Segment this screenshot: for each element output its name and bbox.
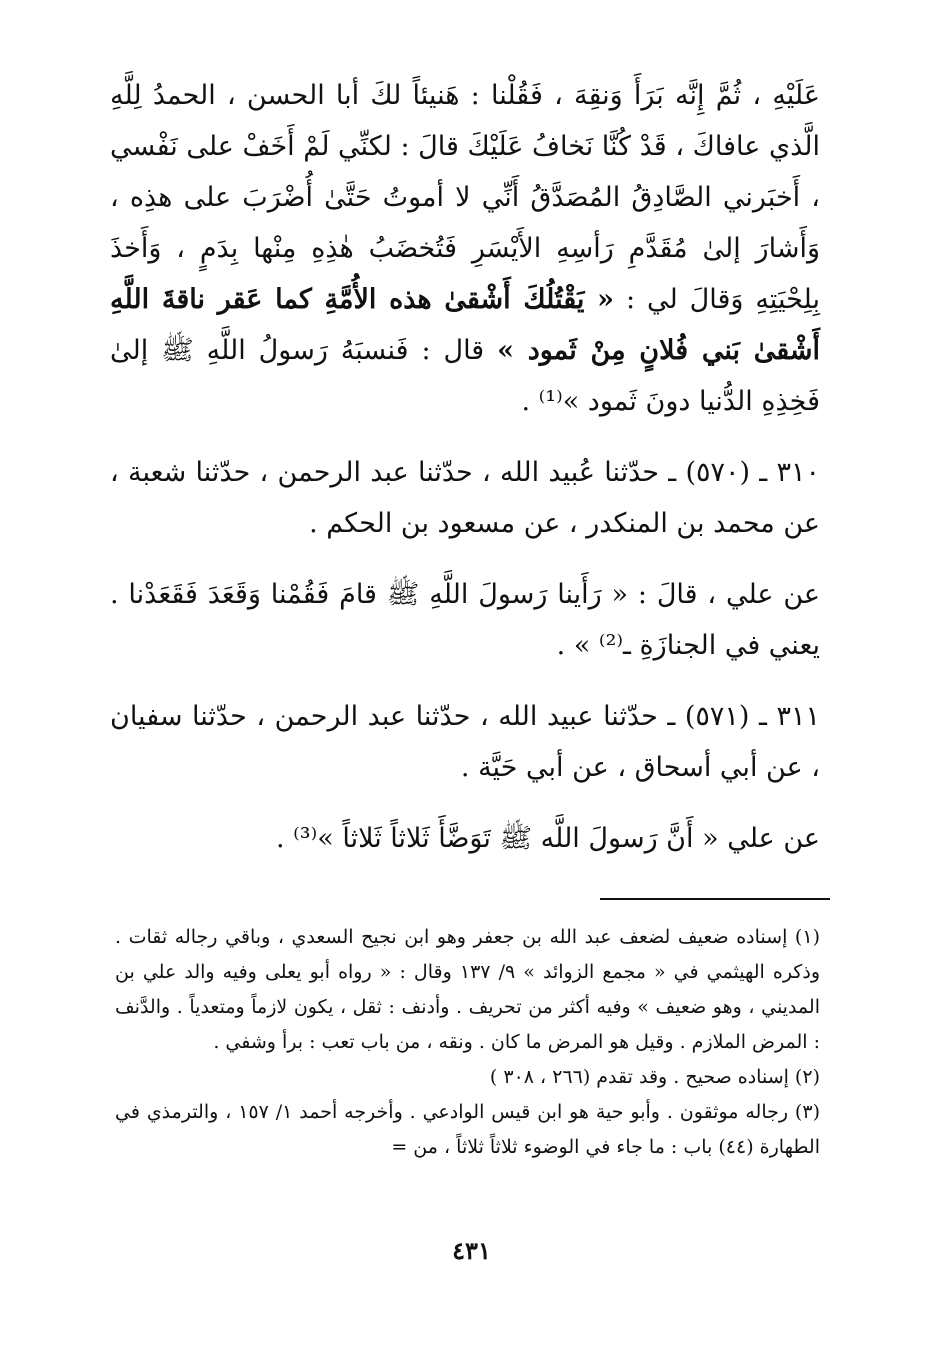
spacer — [110, 671, 820, 691]
spacer — [110, 427, 820, 447]
paragraph-1-text: عَلَيْهِ ، ثُمَّ إِنَّه بَرَأَ وَنقِهَ ، فَقُلْنا : هَنيئاً لكَ أبا الحسن ، الحمدُ لِلَّهِ الَّذي عافاكَ ، قَدْ كُنَّا نَخافُ عَلَيْكَ قالَ : لكنِّي لَمْ أَخَفْ على نَفْسي ، أَخبَرني الصَّادِقُ المُصَدَّقُ أَنِّي لا أموتُ حَتَّىٰ أُضْرَبَ على هذِه ، وَأَشارَ إلىٰ مُقَدَّمِ رَأسِهِ الأَيْسَرِ فَتُخضَبُ هٰذِهِ مِنْها بِدَمٍ ، وَأَخذَ بِلِحْيَتِهِ وَقالَ لي : — [110, 80, 820, 315]
footnotes — [115, 920, 820, 1165]
footnote-3: (٣) رجاله موثقون . وأبو حية هو ابن قيس الوادعي . وأخرجه أحمد ١/ ١٥٧ ، والترمذي في الطهارة (٤٤) باب : ما جاء في الوضوء ثلاثاً ثلاثاً ، من = — [115, 1101, 820, 1158]
hadith-310-matn: عن علي ، قالَ : « رَأَينا رَسولَ اللَّهِ ﷺ قامَ فَقُمْنا وَقَعَدَ فَقَعَدْنا . يعني في الجنازَةِ ـ⁽²⁾ » . — [110, 579, 820, 661]
page-number: ٤٣١ — [452, 1236, 491, 1265]
footnote-2: (٢) إسناده صحيح . وقد تقدم (٢٦٦ ، ٣٠٨ ) — [489, 1066, 820, 1088]
spacer — [110, 549, 820, 569]
footnote-1: (١) إسناده ضعيف لضعف عبد الله بن جعفر وهو ابن نجيح السعدي ، وباقي رجاله ثقات . وذكره الهيثمي في « مجمع الزوائد » ٩/ ١٣٧ وقال : « رواه أبو يعلى وفيه والد علي بن المديني ، وهو ضعيف » وفيه أكثر من تحريف . وأدنف : ثقل ، يكون لازماً ومتعدياً . والدَّنف : المرض الملازم . وقيل هو المرض ما كان . ونقه ، من باب تعب : برأ وشفي . — [115, 926, 820, 1053]
paragraph-1 — [110, 70, 820, 427]
hadith-311-isnad: ٣١١ ـ (٥٧١) ـ حدّثنا عبيد الله ، حدّثنا عبد الرحمن ، حدّثنا سفيان ، عن أبي أسحاق ، عن أبي حَيَّة . — [110, 701, 821, 783]
footnote-separator — [600, 898, 830, 900]
paragraph-1-quote: « يَقْتُلُكَ أَشْقىٰ هذه الأُمَّةِ كما عَقر ناقةَ اللَّهِ أَشْقىٰ بَني فُلانٍ مِنْ ثَمود » — [110, 284, 820, 366]
main-text — [110, 70, 820, 864]
paragraph-1-end: قال : فَنسبَهُ رَسولُ اللَّهِ ﷺ إلىٰ فَخِذِهِ الدُّنيا دونَ ثَمود »⁽¹⁾ . — [110, 335, 820, 417]
page-body — [110, 70, 820, 864]
hadith-311-matn: عن علي « أَنَّ رَسولَ اللَّه ﷺ تَوَضَّأَ ثَلاثاً ثَلاثاً »⁽³⁾ . — [276, 823, 820, 854]
hadith-310-isnad: ٣١٠ ـ (٥٧٠) ـ حدّثنا عُبيد الله ، حدّثنا عبد الرحمن ، حدّثنا شعبة ، عن محمد بن المنكدر ، عن مسعود بن الحكم . — [110, 457, 820, 539]
spacer — [110, 793, 820, 813]
